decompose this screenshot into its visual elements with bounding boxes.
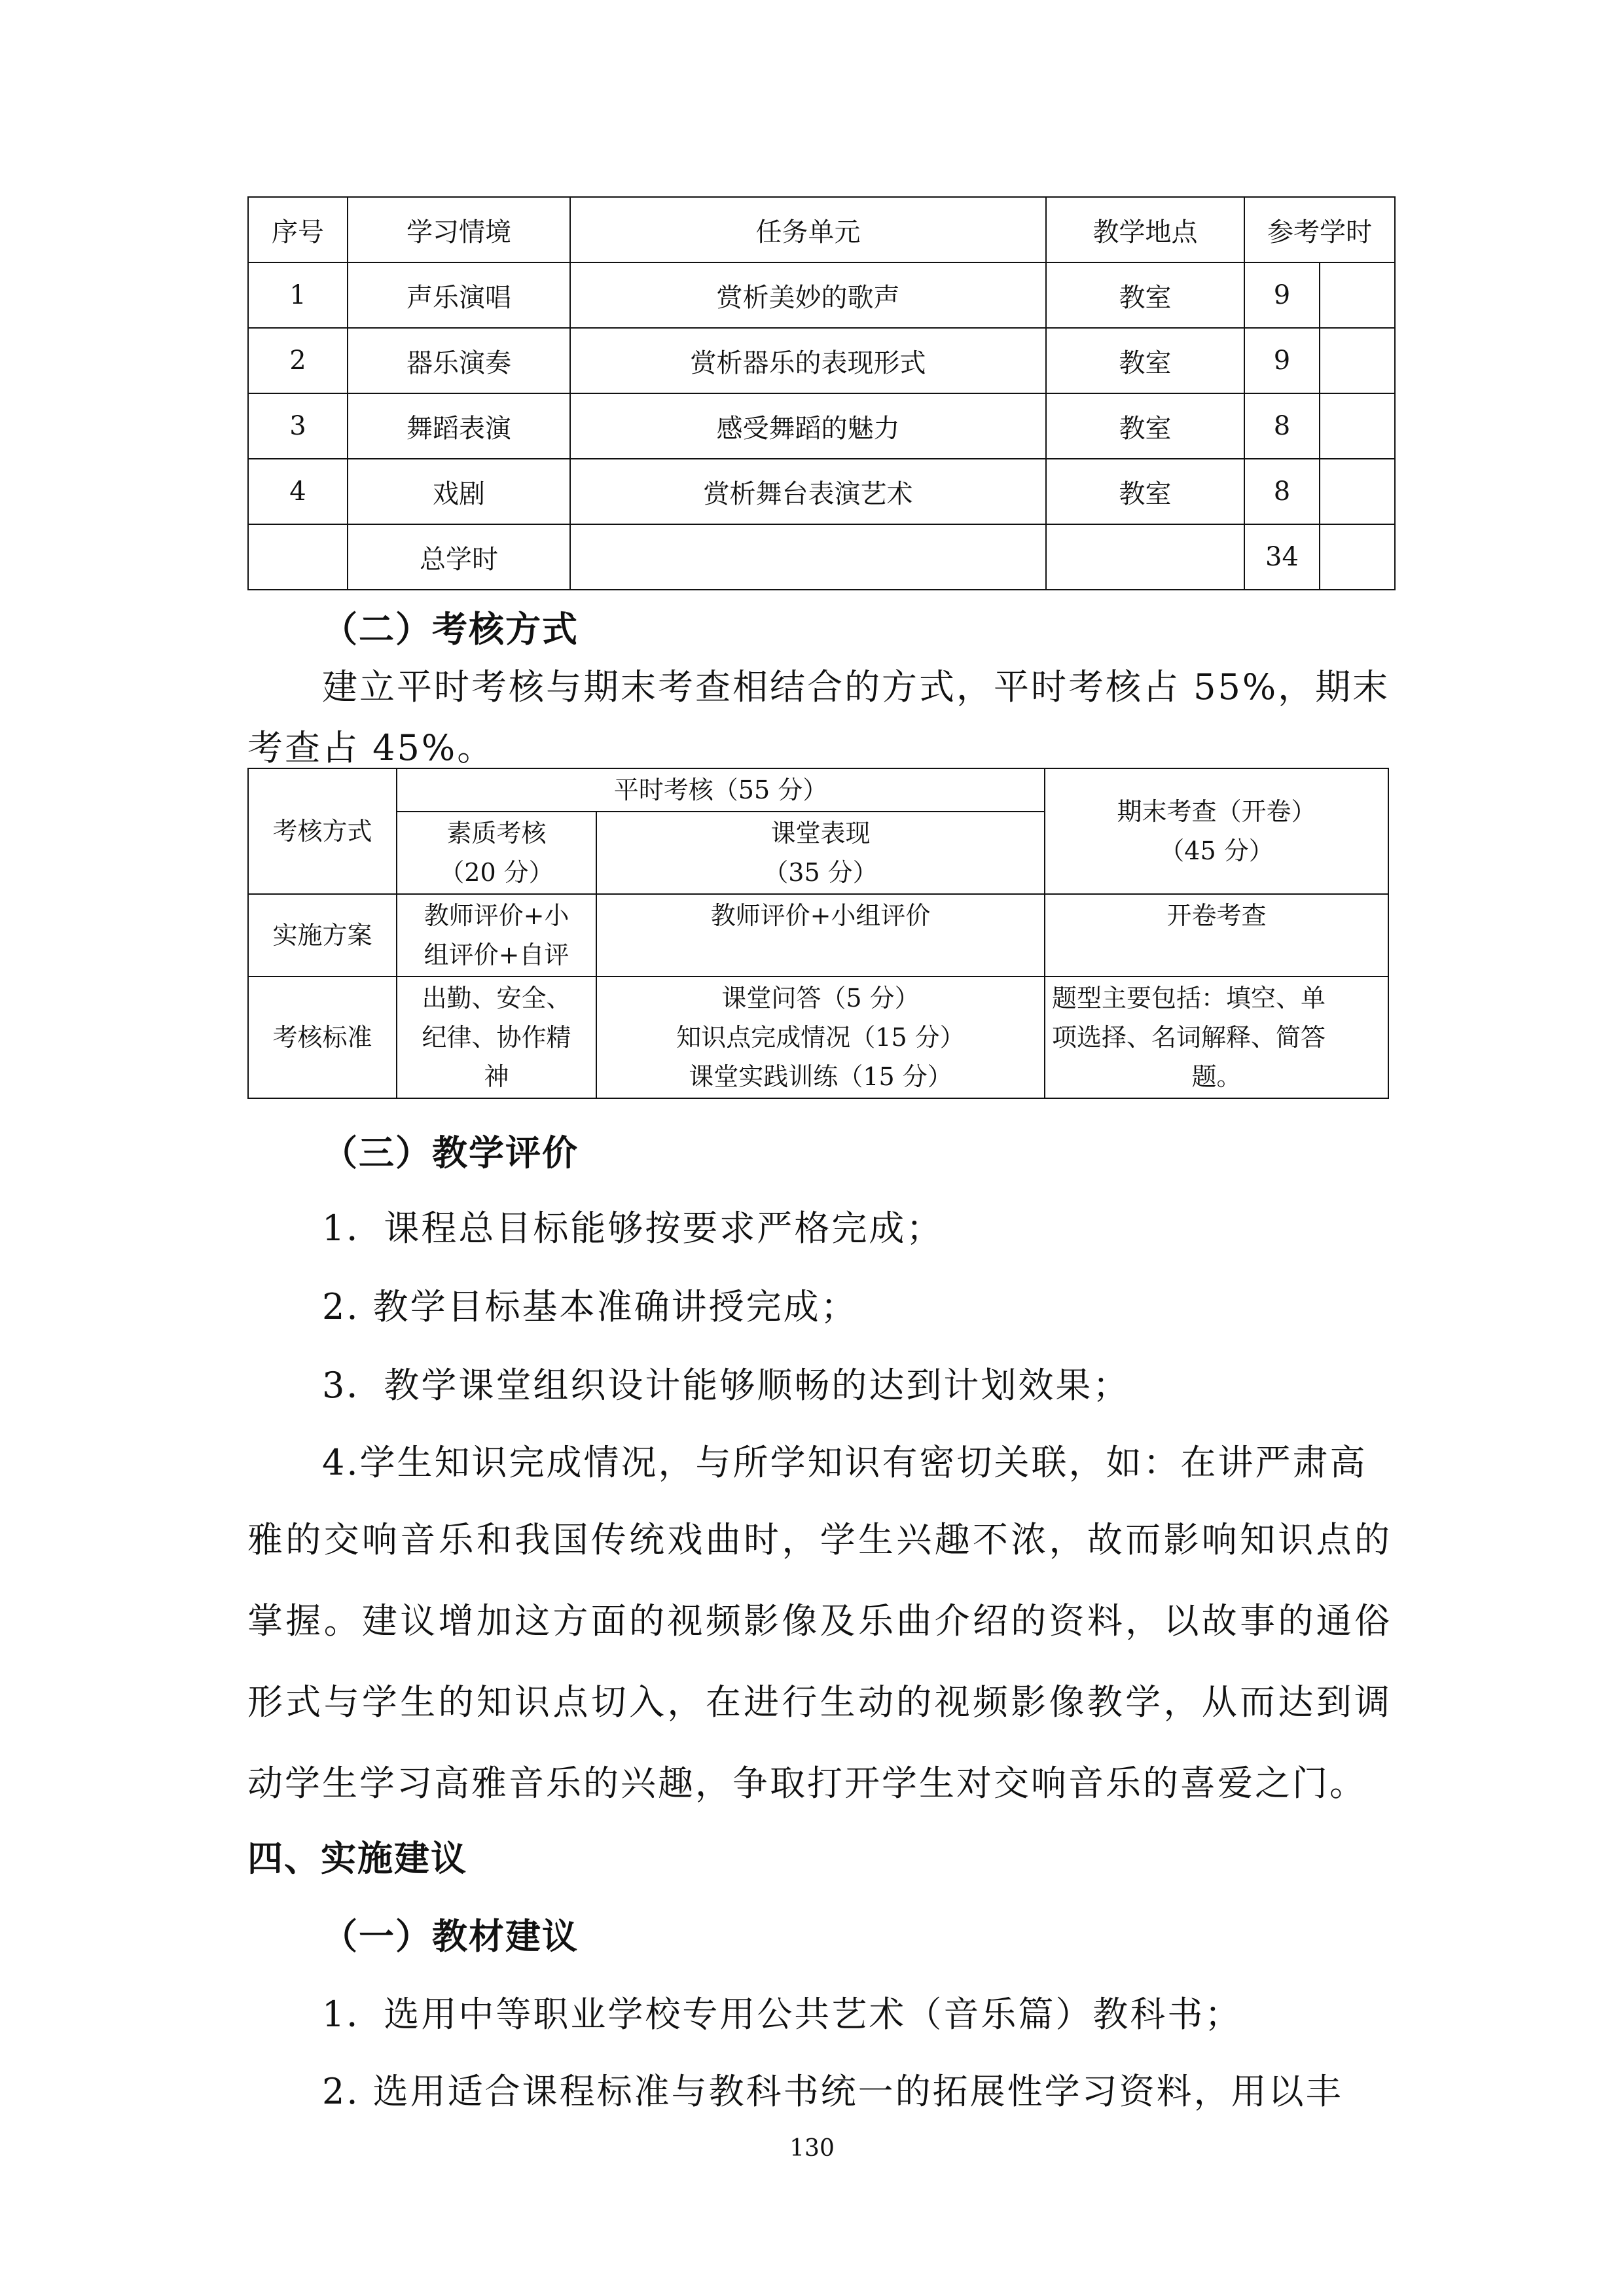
table-row [248, 393, 1395, 459]
table-header-row [248, 197, 1395, 262]
list-item: 3．教学课堂组织设计能够顺畅的达到计划效果； [322, 1365, 1130, 1406]
table-row [248, 768, 1388, 812]
total-hours: 34 [1244, 524, 1320, 590]
plan-class: 教师评价+小组评价 [596, 894, 1045, 977]
standard-final [1045, 977, 1388, 1098]
row-place: 教室 [1046, 393, 1244, 459]
cell-line: 教师评价+小 [424, 901, 569, 930]
list-item: 4.学生知识完成情况，与所学知识有密切关联，如：在讲严肃高 [322, 1442, 1367, 1483]
standard-label: 考核标准 [248, 977, 397, 1098]
class-score: （35 分） [763, 858, 878, 887]
standard-quality [397, 977, 596, 1098]
header-cell: 序号 [248, 197, 348, 262]
plan-label: 实施方案 [248, 894, 397, 977]
chapter-heading: 四、实施建议 [247, 1838, 467, 1879]
cell-line: 题。 [1191, 1062, 1242, 1091]
header-cell: 参考学时 [1244, 197, 1395, 262]
row-hours: 9 [1244, 328, 1320, 393]
cell-line: 出勤、安全、 [422, 984, 571, 1013]
section-heading-evaluation: （三）教学评价 [322, 1132, 579, 1174]
row-hours: 9 [1244, 262, 1320, 328]
section-heading-assessment: （二）考核方式 [322, 609, 579, 650]
list-item: 2. 选用适合课程标准与教科书统一的拓展性学习资料，用以丰 [322, 2071, 1343, 2112]
cell-line: 组评价+自评 [424, 941, 569, 969]
row-place: 教室 [1046, 328, 1244, 393]
paragraph-line: 考查占 45%。 [247, 727, 495, 768]
paragraph-line: 建立平时考核与期末考查相结合的方式，平时考核占 55%，期末 [322, 666, 1390, 708]
empty-cell [248, 524, 348, 590]
final-exam-header [1045, 768, 1388, 894]
cell-line: 知识点完成情况（15 分） [676, 1023, 965, 1052]
standard-class [596, 977, 1045, 1098]
cell-line: 项选择、名词解释、简答 [1052, 1023, 1326, 1052]
class-title: 课堂表现 [770, 819, 871, 848]
row-hours: 8 [1244, 459, 1320, 524]
row-unit: 赏析美妙的歌声 [570, 262, 1046, 328]
row-hours: 8 [1244, 393, 1320, 459]
list-item: 1．课程总目标能够按要求严格完成； [322, 1208, 944, 1249]
final-exam-score: （45 分） [1159, 836, 1274, 865]
table-row [248, 262, 1395, 328]
empty-cell [1046, 524, 1244, 590]
empty-cell [1320, 393, 1395, 459]
row-number: 2 [248, 328, 348, 393]
header-cell: 任务单元 [570, 197, 1046, 262]
page-number: 130 [789, 2135, 835, 2162]
list-item: 1．选用中等职业学校专用公共艺术（音乐篇）教科书； [322, 1994, 1242, 2035]
final-exam-title: 期末考查（开卷） [1117, 797, 1316, 826]
row-situation: 舞蹈表演 [348, 393, 570, 459]
table-row [248, 459, 1395, 524]
plan-final: 开卷考查 [1045, 894, 1388, 977]
plan-quality [397, 894, 596, 977]
row-situation: 声乐演唱 [348, 262, 570, 328]
empty-cell [570, 524, 1046, 590]
cell-line: 课堂实践训练（15 分） [689, 1062, 952, 1091]
header-cell: 教学地点 [1046, 197, 1244, 262]
row-number: 1 [248, 262, 348, 328]
table-row [248, 977, 1388, 1098]
total-label: 总学时 [348, 524, 570, 590]
header-cell: 学习情境 [348, 197, 570, 262]
total-row [248, 524, 1395, 590]
row-place: 教室 [1046, 459, 1244, 524]
paragraph: 雅的交响音乐和我国传统戏曲时，学生兴趣不浓，故而影响知识点的掌握。建议增加这方面的视频影像及乐曲介绍的资料，以故事的通俗形式与学生的知识点切入，在进行生动的视频影像教学，从而达到调动学生学习高雅音乐的兴趣，争取打开学生对交响音乐的喜爱之门。 [247, 1519, 1392, 1804]
empty-cell [1320, 328, 1395, 393]
empty-cell [1320, 524, 1395, 590]
cell-line: 纪律、协作精 [422, 1023, 571, 1052]
section-heading-textbook: （一）教材建议 [322, 1916, 579, 1957]
empty-cell [1320, 459, 1395, 524]
cell-line: 题型主要包括：填空、单 [1052, 984, 1326, 1013]
row-number: 3 [248, 393, 348, 459]
row-situation: 器乐演奏 [348, 328, 570, 393]
row-unit: 赏析器乐的表现形式 [570, 328, 1046, 393]
table-row [248, 328, 1395, 393]
row-number: 4 [248, 459, 348, 524]
method-label: 考核方式 [248, 768, 397, 894]
empty-cell [1320, 262, 1395, 328]
quality-score: （20 分） [439, 858, 554, 887]
schedule-table [247, 196, 1396, 590]
row-unit: 赏析舞台表演艺术 [570, 459, 1046, 524]
class-performance-header [596, 812, 1045, 894]
assessment-table [247, 768, 1389, 1099]
row-unit: 感受舞蹈的魅力 [570, 393, 1046, 459]
row-situation: 戏剧 [348, 459, 570, 524]
cell-line: 课堂问答（5 分） [721, 984, 920, 1013]
cell-line: 神 [484, 1062, 509, 1091]
list-item: 2. 教学目标基本准确讲授完成； [322, 1286, 858, 1327]
quality-title: 素质考核 [446, 819, 547, 848]
table-row [248, 894, 1388, 977]
row-place: 教室 [1046, 262, 1244, 328]
quality-assessment-header [397, 812, 596, 894]
daily-assessment-header: 平时考核（55 分） [397, 768, 1045, 812]
